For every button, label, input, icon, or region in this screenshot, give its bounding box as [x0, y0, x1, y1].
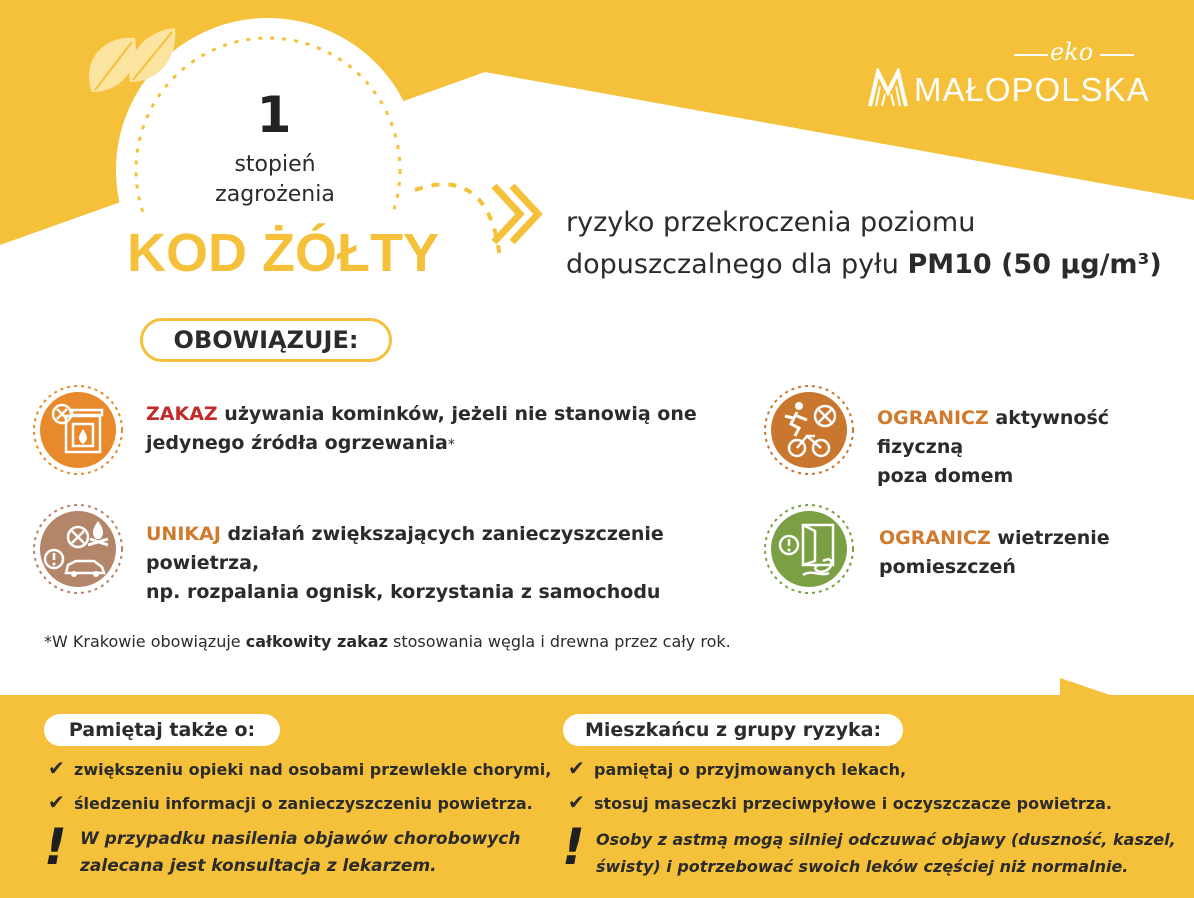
footnote-prefix: *W Krakowie obowiązuje — [44, 632, 246, 651]
right-box-warning-line2: świsty) i potrzebować swoich leków częściej niż normalnie. — [596, 857, 1129, 876]
rule-fireplace-text2: jedynego źródła ogrzewania — [146, 432, 448, 454]
rule-activity — [877, 404, 1187, 491]
level-number: 1 — [256, 86, 292, 144]
level-label — [180, 150, 370, 210]
rule-fireplace-note: * — [447, 437, 455, 453]
rule-fireplace — [146, 400, 726, 460]
rule-activity-text1: aktywność fizyczną — [877, 407, 1110, 458]
list-item — [568, 756, 906, 780]
list-item-text: pamiętaj o przyjmowanych lekach, — [594, 760, 907, 779]
left-box-warning-line2: zalecana jest konsultacja z lekarzem. — [80, 856, 437, 876]
level-label-line1: stopień — [234, 152, 316, 177]
logo-mark-icon — [868, 68, 908, 108]
fireplace-ban-icon — [32, 384, 124, 476]
list-item — [48, 756, 551, 780]
left-box-warning — [80, 826, 560, 880]
level-label-line2: zagrożenia — [215, 182, 335, 207]
rule-fireplace-line2 — [146, 429, 726, 460]
footnote-suffix: stosowania węgla i drewna przez cały rok. — [387, 632, 731, 651]
double-chevron-icon — [494, 186, 538, 242]
rule-activity-line1 — [877, 404, 1187, 462]
exclamation-icon: ! — [44, 818, 67, 876]
exclamation-icon: ! — [562, 818, 585, 876]
alert-code: KOD ŻÓŁTY — [127, 223, 439, 283]
rule-fireplace-line1 — [146, 400, 726, 429]
logo-eko-text: eko — [1050, 38, 1094, 66]
check-icon: ✔ — [568, 790, 585, 814]
right-box-title: Mieszkańcu z grupy ryzyka: — [563, 714, 903, 746]
window-airing-icon — [763, 503, 855, 595]
check-icon: ✔ — [568, 756, 585, 780]
right-box-list — [568, 756, 1168, 816]
rule-pollution-line2: np. rozpalania ognisk, korzystania z samochodu — [146, 581, 661, 603]
left-box-list — [48, 756, 568, 816]
footnote-bold: całkowity zakaz — [245, 632, 388, 651]
right-box-warning-line1: Osoby z astmą mogą silniej odczuwać objawy (duszność, kaszel, — [596, 830, 1176, 849]
headline-line2-prefix: dopuszczalnego dla pyłu — [566, 249, 908, 280]
list-item — [48, 790, 533, 814]
list-item-text: zwiększeniu opieki nad osobami przewlekle chorymi, — [74, 760, 552, 779]
logo-brand-text: MAŁOPOLSKA — [914, 71, 1150, 108]
check-icon: ✔ — [48, 756, 65, 780]
left-box-title: Pamiętaj także o: — [44, 714, 280, 746]
rule-fireplace-text1: używania kominków, jeżeli nie stanowią one — [217, 403, 697, 425]
fire-car-ban-icon — [32, 503, 124, 595]
list-item — [568, 790, 1112, 814]
check-icon: ✔ — [48, 790, 65, 814]
left-box-warning-line1: W przypadku nasilenia objawów chorobowych — [80, 829, 521, 849]
right-box-warning — [596, 826, 1186, 880]
rule-activity-line2: poza domem — [877, 465, 1014, 487]
rule-pollution — [146, 520, 746, 607]
list-item-text: stosuj maseczki przeciwpyłowe i oczyszczacze powietrza. — [594, 794, 1112, 813]
headline-line1: ryzyko przekroczenia poziomu — [566, 207, 976, 238]
rule-airing-line2: pomieszczeń — [879, 556, 1016, 578]
list-item-text: śledzeniu informacji o zanieczyszczeniu powietrza. — [74, 794, 533, 813]
rule-fireplace-keyword: ZAKAZ — [146, 403, 218, 425]
rule-pollution-keyword: UNIKAJ — [146, 523, 221, 545]
rule-airing-keyword: OGRANICZ — [879, 527, 991, 549]
rule-pollution-line1 — [146, 520, 746, 578]
footnote — [44, 632, 731, 651]
headline-pm10: PM10 (50 µg/m³) — [907, 249, 1162, 280]
rule-activity-keyword: OGRANICZ — [877, 407, 989, 429]
rule-airing-line1 — [879, 524, 1179, 553]
obowiazuje-pill: OBOWIĄZUJE: — [140, 318, 392, 362]
activity-ban-icon — [763, 384, 855, 476]
eko-malopolska-logo — [862, 38, 1162, 118]
rule-airing-text1: wietrzenie — [990, 527, 1110, 549]
logo-line-left — [1014, 54, 1048, 56]
rule-pollution-text1: działań zwiększających zanieczyszczenie powietrza, — [146, 523, 664, 574]
rule-airing — [879, 524, 1179, 582]
headline-line2 — [566, 244, 1186, 286]
headline — [566, 202, 1186, 286]
logo-line-right — [1100, 54, 1134, 56]
